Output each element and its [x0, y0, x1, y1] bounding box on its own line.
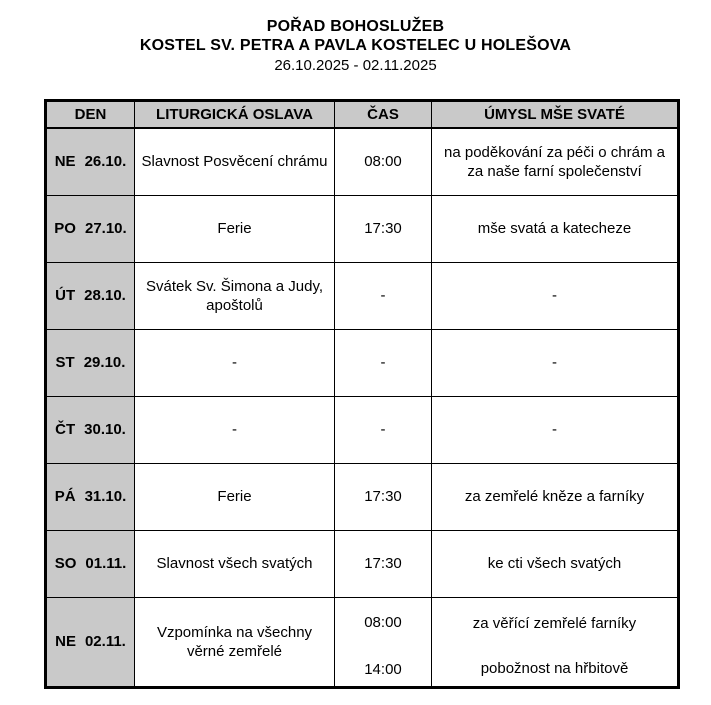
column-header-day: DEN — [46, 101, 135, 129]
intention-stack — [438, 143, 671, 181]
time-value: - — [380, 421, 386, 438]
intention-cell — [432, 329, 679, 396]
intention-value: ke cti všech svatých — [487, 555, 622, 572]
time-stack — [337, 604, 429, 680]
document-subtitle: KOSTEL SV. PETRA A PAVLA KOSTELEC U HOLEŠOVA — [139, 37, 572, 54]
celebration-cell: Vzpomínka na všechny věrné zemřelé — [135, 597, 335, 687]
celebration-cell: Ferie — [135, 463, 335, 530]
intention-stack — [438, 219, 671, 238]
celebration-cell: Slavnost všech svatých — [135, 530, 335, 597]
intention-cell — [432, 530, 679, 597]
intention-value: - — [552, 287, 557, 304]
day-cell — [46, 530, 135, 597]
time-cell — [335, 396, 432, 463]
day-abbr: ČT — [55, 421, 76, 438]
time-stack — [337, 153, 429, 170]
time-stack — [337, 287, 429, 304]
intention-cell — [432, 396, 679, 463]
day-date: 29.10. — [83, 354, 126, 371]
celebration-cell: Ferie — [135, 195, 335, 262]
table-row — [46, 329, 679, 396]
table-row — [46, 195, 679, 262]
intention-value: - — [552, 421, 557, 438]
document-title: POŘAD BOHOSLUŽEB — [266, 18, 445, 35]
time-stack — [337, 220, 429, 237]
day-date: 26.10. — [84, 153, 127, 171]
celebration-cell: - — [135, 396, 335, 463]
intention-value: za věřící zemřelé farníky — [472, 614, 637, 632]
day-abbr: PÁ — [54, 488, 76, 505]
intention-cell — [432, 463, 679, 530]
intention-stack — [438, 604, 671, 680]
intention-value: na poděkování za péči o chrám a za naše farní společenství — [444, 143, 665, 180]
document-header — [0, 0, 711, 75]
time-stack — [337, 354, 429, 371]
day-cell — [46, 463, 135, 530]
intention-stack — [438, 420, 671, 439]
time-value: 08:00 — [364, 613, 402, 631]
celebration-cell: Slavnost Posvěcení chrámu — [135, 128, 335, 195]
day-date: 31.10. — [84, 488, 127, 505]
day-cell — [46, 128, 135, 195]
time-stack — [337, 555, 429, 572]
day-date: 01.11. — [85, 555, 127, 572]
time-stack — [337, 421, 429, 438]
day-cell — [46, 195, 135, 262]
table-row — [46, 262, 679, 329]
table-row — [46, 128, 679, 195]
intention-cell — [432, 262, 679, 329]
time-value: 17:30 — [364, 220, 402, 237]
celebration-cell: Svátek Sv. Šimona a Judy, apoštolů — [135, 262, 335, 329]
time-value: 14:00 — [364, 660, 402, 678]
time-cell — [335, 597, 432, 687]
intention-value: - — [552, 354, 557, 371]
intention-stack — [438, 554, 671, 573]
intention-cell — [432, 128, 679, 195]
day-cell — [46, 262, 135, 329]
day-date: 30.10. — [84, 421, 126, 438]
time-stack — [337, 488, 429, 505]
time-value: - — [380, 354, 386, 371]
day-abbr: ÚT — [55, 287, 76, 304]
day-abbr: ST — [55, 354, 75, 371]
time-cell — [335, 262, 432, 329]
intention-value: mše svatá a katecheze — [477, 220, 632, 237]
table-row — [46, 530, 679, 597]
column-header-celebration: LITURGICKÁ OSLAVA — [135, 101, 335, 129]
day-abbr: PO — [54, 220, 76, 237]
day-date: 02.11. — [84, 633, 126, 650]
intention-stack — [438, 286, 671, 305]
date-range: 26.10.2025 - 02.11.2025 — [274, 57, 437, 74]
time-value: 17:30 — [364, 488, 402, 505]
column-header-time: ČAS — [335, 101, 432, 129]
intention-value: za zemřelé kněze a farníky — [464, 488, 645, 505]
day-cell — [46, 396, 135, 463]
intention-stack — [438, 487, 671, 506]
intention-value: pobožnost na hřbitově — [480, 659, 629, 677]
day-abbr: NE — [54, 153, 76, 171]
table-row — [46, 597, 679, 687]
time-cell — [335, 128, 432, 195]
day-abbr: SO — [54, 555, 77, 572]
time-value: 17:30 — [364, 555, 402, 572]
time-value: - — [380, 287, 386, 304]
table-row — [46, 463, 679, 530]
intention-cell — [432, 195, 679, 262]
day-cell — [46, 597, 135, 687]
day-date: 28.10. — [84, 287, 126, 304]
time-value: 08:00 — [364, 153, 402, 171]
column-header-intention: ÚMYSL MŠE SVATÉ — [432, 101, 679, 129]
schedule-table — [44, 99, 680, 689]
time-cell — [335, 463, 432, 530]
time-cell — [335, 329, 432, 396]
time-cell — [335, 195, 432, 262]
intention-cell — [432, 597, 679, 687]
day-abbr: NE — [55, 633, 76, 650]
time-cell — [335, 530, 432, 597]
intention-stack — [438, 353, 671, 372]
celebration-cell: - — [135, 329, 335, 396]
schedule-table-body — [46, 128, 679, 687]
table-header-row — [46, 101, 679, 129]
day-cell — [46, 329, 135, 396]
table-row — [46, 396, 679, 463]
day-date: 27.10. — [84, 220, 127, 237]
